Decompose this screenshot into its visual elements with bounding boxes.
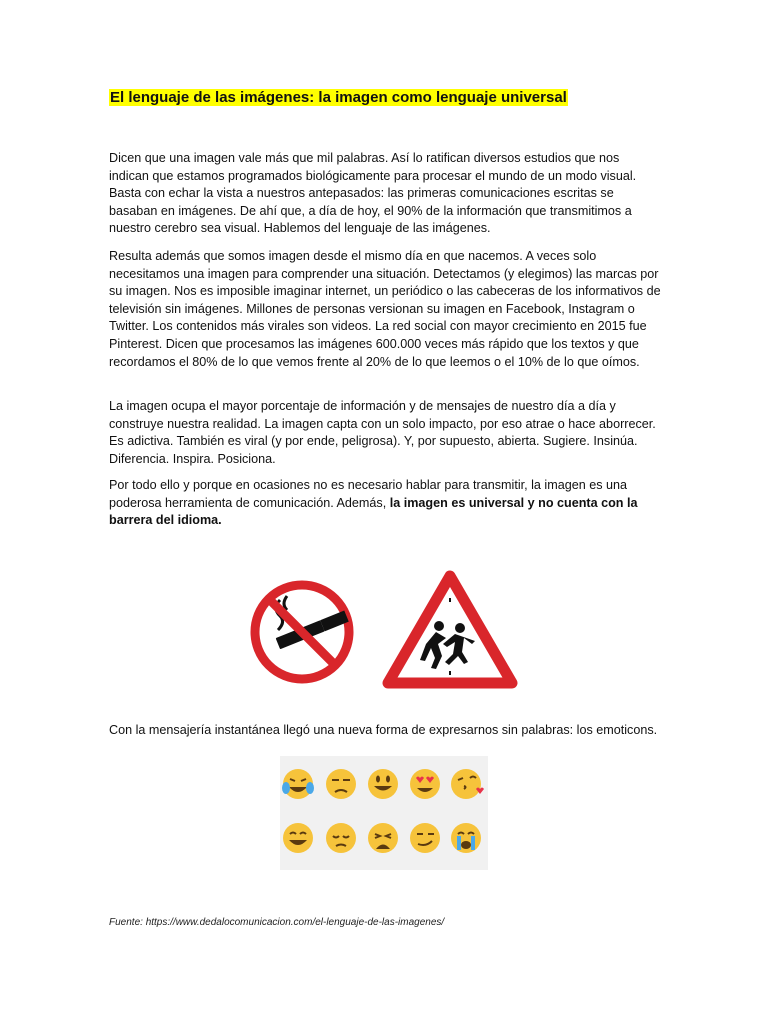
children-crossing-sign-icon [388, 576, 512, 683]
paragraph-4-text: Por todo ello y porque en ocasiones no es necesario hablar para transmitir, la imagen es una poderosa herramienta de comunicación. Además, [109, 478, 628, 510]
paragraph-5: Con la mensajería instantánea llegó una nueva forma de expresarnos sin palabras: los emoticons. [109, 723, 658, 737]
page-title [109, 88, 568, 107]
signs-illustration [250, 570, 520, 692]
paragraph-3: La imagen ocupa el mayor porcentaje de información y de mensajes de nuestro día a día y construye nuestra realidad. La imagen capta con un solo impacto, por eso atrae o hace aborrecer. Es adictiva. También es viral (y por ende, peligrosa). Y, por supuesto, abierta. Sugiere. Insinúa. Diferencia. Inspira. Posiciona. [109, 399, 656, 466]
kissing-heart-emoji-icon [451, 769, 484, 799]
smiling-emoji-icon [283, 823, 313, 853]
crying-emoji-icon [451, 823, 481, 853]
pensive-emoji-icon [326, 823, 356, 853]
source-citation: Fuente: https://www.dedalocomunicacion.com/el-lenguaje-de-las-imagenes/ [109, 917, 445, 928]
paragraph-4-bold: la imagen es universal y no cuenta con la barrera del idioma. [109, 495, 638, 528]
weary-emoji-icon [368, 823, 398, 853]
heart-eyes-emoji-icon [410, 769, 440, 799]
paragraph-2: Resulta además que somos imagen desde el mismo día en que nacemos. A veces solo necesitamos una imagen para comprender una situación. Detectamos (y elegimos) las marcas por su imagen. Nos es imposible imaginar internet, un periódico o las cabeceras de los informativos de televisión sin imágenes. Millones de personas versionan su imagen en Facebook, Instagram o Twitter. Los contenidos más virales son videos. La red social con mayor crecimiento en 2015 fue Pinterest. Dicen que procesamos las imágenes 600.000 veces más rápido que los textos y que recordamos el 80% de lo que vemos frente al 20% de lo que leemos o el 10% de lo que oímos. [109, 249, 661, 369]
unamused-emoji-icon [326, 769, 356, 799]
paragraph-1: Dicen que una imagen vale más que mil palabras. Así lo ratifican diversos estudios que nos indican que estamos programados biológicamente para procesar el mundo de un modo visual. Basta con echar la vista a nuestros antepasados: las primeras comunicaciones escritas se basaban en imágenes. De ahí que, a día de hoy, el 90% de la información que transmitimos a nuestro cerebro sea visual. Hablemos del lenguaje de las imágenes. [109, 151, 637, 236]
no-smoking-icon [255, 585, 349, 679]
tears-of-joy-emoji-icon [282, 769, 314, 799]
emoticons-panel [280, 756, 488, 870]
grinning-emoji-icon [368, 769, 398, 799]
paragraph-4 [109, 477, 661, 530]
smirking-emoji-icon [410, 823, 440, 853]
title-highlight: El lenguaje de las imágenes: la imagen como lenguaje universal [110, 89, 567, 106]
